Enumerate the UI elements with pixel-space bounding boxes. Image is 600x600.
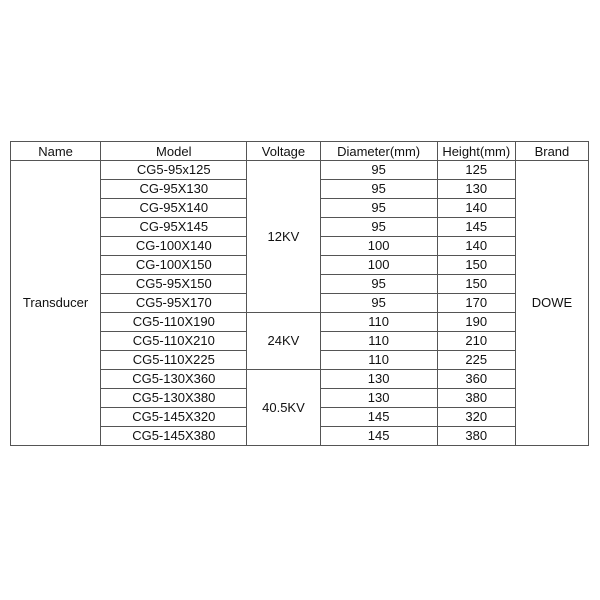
height-cell: 145 [437,218,515,237]
diameter-cell: 110 [320,332,437,351]
height-cell: 170 [437,294,515,313]
height-cell: 360 [437,370,515,389]
model-cell: CG5-110X210 [101,332,247,351]
height-cell: 125 [437,161,515,180]
header-name: Name [11,142,101,161]
header-diameter: Diameter(mm) [320,142,437,161]
model-cell: CG5-95X150 [101,275,247,294]
height-cell: 140 [437,237,515,256]
diameter-cell: 100 [320,237,437,256]
height-cell: 150 [437,256,515,275]
diameter-cell: 130 [320,389,437,408]
model-cell: CG5-145X380 [101,427,247,446]
diameter-cell: 110 [320,351,437,370]
diameter-cell: 110 [320,313,437,332]
height-cell: 140 [437,199,515,218]
height-cell: 190 [437,313,515,332]
voltage-cell: 24KV [247,313,320,370]
diameter-cell: 95 [320,275,437,294]
height-cell: 380 [437,427,515,446]
diameter-cell: 95 [320,218,437,237]
height-cell: 380 [437,389,515,408]
model-cell: CG5-110X225 [101,351,247,370]
header-brand: Brand [515,142,588,161]
diameter-cell: 100 [320,256,437,275]
height-cell: 210 [437,332,515,351]
model-cell: CG5-130X380 [101,389,247,408]
header-model: Model [101,142,247,161]
model-cell: CG5-145X320 [101,408,247,427]
header-height: Height(mm) [437,142,515,161]
diameter-cell: 130 [320,370,437,389]
model-cell: CG5-95x125 [101,161,247,180]
brand-cell: DOWE [515,161,588,446]
table-row [11,161,589,180]
product-name-cell: Transducer [11,161,101,446]
voltage-cell: 12KV [247,161,320,313]
model-cell: CG-95X130 [101,180,247,199]
model-cell: CG-95X140 [101,199,247,218]
diameter-cell: 95 [320,294,437,313]
voltage-cell: 40.5KV [247,370,320,446]
table-header-row [11,142,589,161]
height-cell: 150 [437,275,515,294]
diameter-cell: 95 [320,180,437,199]
diameter-cell: 95 [320,161,437,180]
diameter-cell: 145 [320,408,437,427]
height-cell: 225 [437,351,515,370]
spec-table [10,141,589,446]
diameter-cell: 145 [320,427,437,446]
height-cell: 130 [437,180,515,199]
model-cell: CG-100X140 [101,237,247,256]
model-cell: CG-95X145 [101,218,247,237]
model-cell: CG-100X150 [101,256,247,275]
model-cell: CG5-110X190 [101,313,247,332]
model-cell: CG5-130X360 [101,370,247,389]
height-cell: 320 [437,408,515,427]
model-cell: CG5-95X170 [101,294,247,313]
header-voltage: Voltage [247,142,320,161]
diameter-cell: 95 [320,199,437,218]
